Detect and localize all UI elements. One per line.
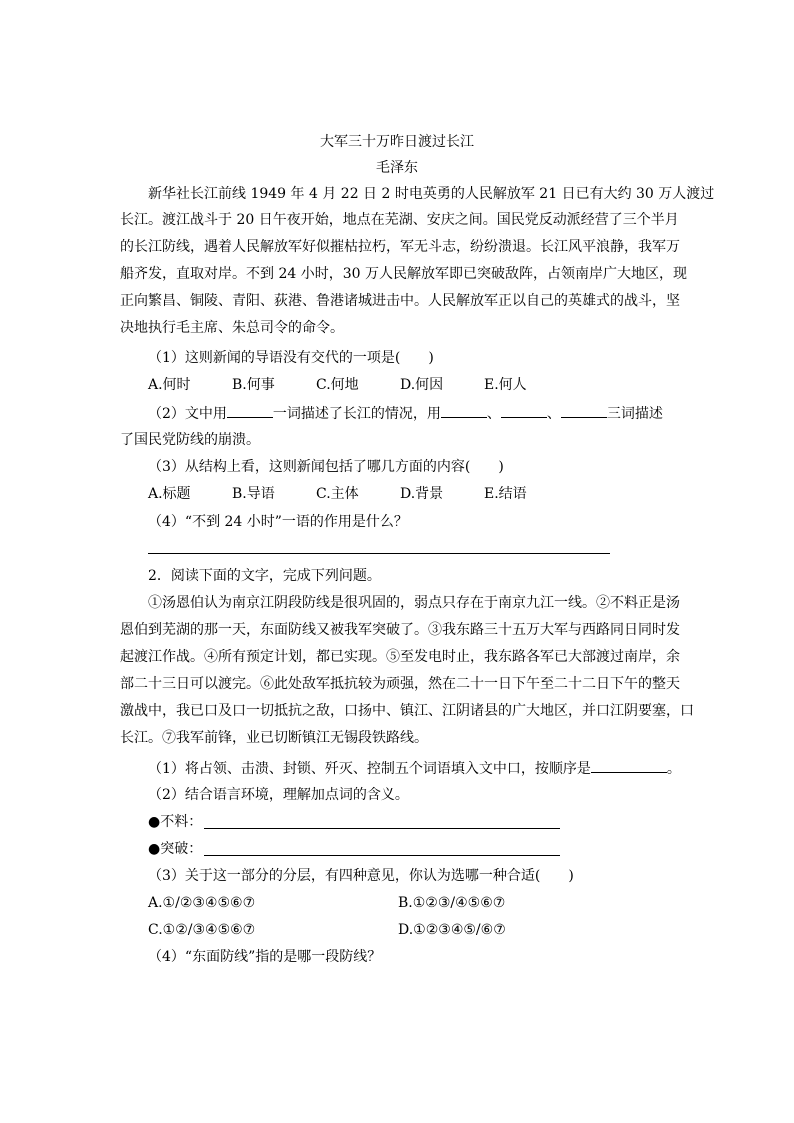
- question-2-line2: 了国民党防线的崩溃。: [120, 432, 260, 448]
- section-2-question-1: [148, 758, 681, 779]
- passage-line: 激战中，我已口及口一切抵抗之敌，口扬中、镇江、江阴诸县的广大地区，并口江阴要塞，口: [120, 703, 694, 719]
- option-c: C.主体: [316, 486, 359, 502]
- answer-blank[interactable]: [441, 403, 487, 418]
- option-e: E.何人: [484, 377, 527, 393]
- passage-line: 部二十三日可以渡完。⑥此处敌军抵抗较为顽强，然在二十一日下午至二十二日下午的整天: [120, 676, 680, 692]
- option-c: C.①②/③④⑤⑥⑦: [148, 922, 256, 938]
- section-2-question-4: （4）“东面防线”指的是哪一段防线？: [148, 949, 382, 965]
- bullet-tupo: ●突破：: [148, 841, 203, 857]
- option-a: A.何时: [148, 377, 191, 393]
- section-2-question-2: （2）结合语言环境，理解加点词的含义。: [148, 787, 409, 803]
- question-2-text: 一词描述了长江的情况，用: [272, 406, 441, 422]
- passage-line: 长江。⑦我军前锋，业已切断镇江无锡段铁路线。: [120, 730, 428, 746]
- option-d: D.①②③④⑤/⑥⑦: [398, 922, 506, 938]
- option-b: B.何事: [232, 377, 275, 393]
- separator: 、: [546, 406, 561, 422]
- passage-line: 新华社长江前线 1949 年 4 月 22 日 2 时电英勇的人民解放军 21 日已有大约 30 万人渡过: [148, 186, 715, 202]
- option-b: B.①②③/④⑤⑥⑦: [398, 895, 506, 911]
- article-author: 毛泽东: [376, 160, 418, 176]
- question-2-text: 三词描述: [606, 406, 663, 422]
- passage-line: ①汤恩伯认为南京江阴段防线是很巩固的，弱点只存在于南京九江一线。②不料正是汤: [148, 595, 680, 611]
- answer-blank[interactable]: [501, 403, 547, 418]
- option-e: E.结语: [484, 486, 527, 502]
- passage-line: 恩伯到芜湖的那一天，东面防线又被我军突破了。③我东路三十五万大军与西路同日同时发: [120, 622, 680, 638]
- article-title: 大军三十万昨日渡过长江: [320, 134, 474, 150]
- question-text: （1）将占领、击溃、封锁、歼灭、控制五个词语填入文中口，按顺序是: [148, 761, 591, 777]
- question-2-line: [148, 403, 663, 424]
- passage-line: 起渡江作战。④所有预定计划，都已实现。⑤至发电时止，我东路各军已大部渡过南岸，余: [120, 649, 680, 665]
- answer-blank[interactable]: [227, 403, 273, 418]
- passage-line: 正向繁昌、铜陵、青阳、荻港、鲁港诸城进击中。人民解放军正以自己的英雄式的战斗，坚: [120, 293, 680, 309]
- passage-line: 决地执行毛主席、朱总司令的命令。: [120, 320, 344, 336]
- answer-blank[interactable]: [591, 758, 667, 773]
- question-2-text: （2）文中用: [148, 406, 227, 422]
- question-4-stem: （4）“不到 24 小时”一语的作用是什么？: [148, 514, 408, 530]
- option-c: C.何地: [316, 377, 359, 393]
- option-b: B.导语: [232, 486, 275, 502]
- passage-line: 的长江防线，遇着人民解放军好似摧枯拉朽，军无斗志，纷纷溃退。长江风平浪静，我军万: [120, 239, 680, 255]
- question-3-stem: （3）从结构上看，这则新闻包括了哪几方面的内容( ): [148, 459, 504, 475]
- separator: 、: [486, 406, 501, 422]
- answer-line[interactable]: [148, 553, 610, 554]
- passage-line: 船齐发，直取对岸。不到 24 小时，30 万人民解放军即已突破敌阵，占领南岸广大地区，现: [120, 266, 687, 282]
- option-d: D.背景: [400, 486, 444, 502]
- bullet-buliao: ●不料：: [148, 814, 203, 830]
- question-1-stem: （1）这则新闻的导语没有交代的一项是( ): [148, 350, 434, 366]
- option-a: A.标题: [148, 486, 191, 502]
- option-a: A.①/②③④⑤⑥⑦: [148, 895, 256, 911]
- section-2-question-3: （3）关于这一部分的分层，有四种意见，你认为选哪一种合适( ): [148, 868, 574, 884]
- answer-blank[interactable]: [561, 403, 607, 418]
- answer-line[interactable]: [204, 855, 560, 856]
- answer-line[interactable]: [204, 828, 560, 829]
- section-2-heading: 2．阅读下面的文字，完成下列问题。: [148, 568, 381, 584]
- option-d: D.何因: [400, 377, 444, 393]
- question-end: 。: [666, 761, 681, 777]
- passage-line: 长江。渡江战斗于 20 日午夜开始，地点在芜湖、安庆之间。国民党反动派经营了三个半月: [120, 212, 679, 228]
